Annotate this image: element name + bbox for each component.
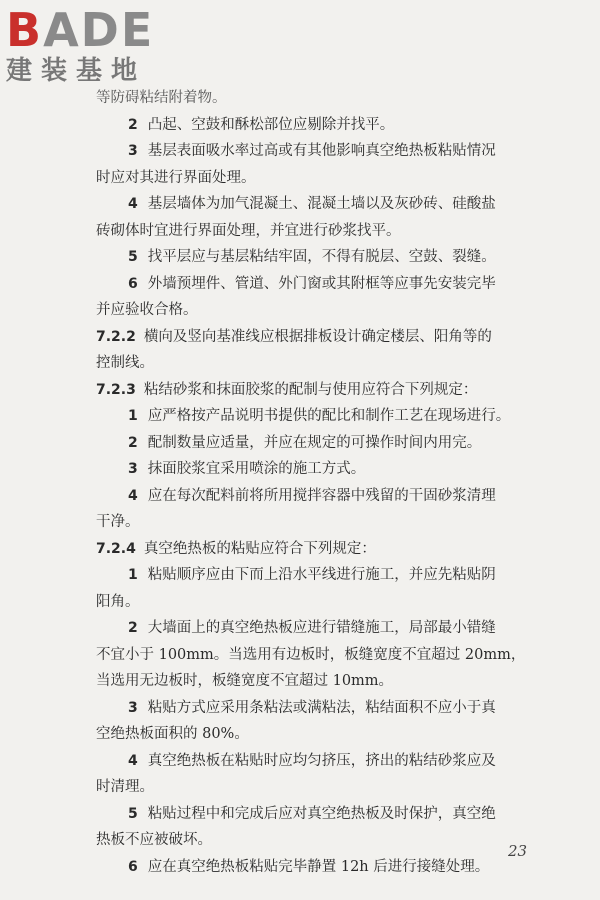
line-text: 真空绝热板在粘贴时应均匀挤压，挤出的粘结砂浆应及 [147, 752, 496, 769]
logo-rest-letters: ADE [43, 3, 155, 57]
line-text: 大墙面上的真空绝热板应进行错缝施工，局部最小错缝 [147, 620, 496, 636]
list-item-line [96, 695, 544, 722]
line-text: 应在每次配料前将所用搅拌容器中残留的干固砂浆清理 [147, 487, 496, 504]
list-item-line [96, 615, 544, 642]
line-text: 找平层应与基层粘结牢固，不得有脱层、空鼓、裂缝。 [147, 249, 496, 265]
line-text: 砖砌体时宜进行界面处理，并宜进行砂浆找平。 [96, 222, 401, 239]
continuation-line [96, 218, 544, 245]
line-text: 时应对其进行界面处理。 [96, 169, 256, 186]
list-item-line [96, 430, 544, 457]
clause-number: 7.2.4 [96, 540, 136, 557]
item-number: 5 [128, 249, 138, 265]
line-text: 粘结砂浆和抹面胶浆的配制与使用应符合下列规定： [143, 381, 478, 398]
item-number: 1 [128, 408, 138, 424]
list-item-line [96, 854, 544, 881]
line-text: 等防碍粘结附着物。 [96, 90, 227, 106]
page-number: 23 [508, 842, 528, 860]
list-item-line [96, 138, 544, 165]
clause-heading-line [96, 377, 544, 404]
item-number: 2 [128, 620, 138, 636]
line-text: 外墙预埋件、管道、外门窗或其附框等应事先安装完毕 [147, 275, 496, 292]
line-text: 基层墙体为加气混凝土、混凝土墙以及灰砂砖、硅酸盐 [147, 196, 496, 212]
item-number: 5 [128, 805, 138, 822]
item-number: 1 [128, 567, 138, 583]
continuation-line [96, 827, 544, 854]
line-text: 控制线。 [96, 355, 154, 371]
list-item-line [96, 801, 544, 828]
continuation-line [96, 774, 544, 801]
line-text: 横向及竖向基准线应根据排板设计确定楼层、阳角等的 [143, 328, 492, 345]
continuation-line [96, 721, 544, 748]
item-number: 4 [128, 752, 138, 769]
list-item-line [96, 112, 544, 139]
line-text: 配制数量应适量，并应在规定的可操作时间内用完。 [147, 434, 482, 451]
item-number: 2 [128, 116, 138, 133]
line-text: 抹面胶浆宜采用喷涂的施工方式。 [147, 461, 366, 477]
item-number: 6 [128, 275, 138, 292]
continuation-line [96, 642, 544, 669]
line-text: 真空绝热板的粘贴应符合下列规定： [143, 540, 376, 557]
brand-logo [6, 4, 176, 86]
list-item-line [96, 403, 544, 430]
line-text: 热板不应被破坏。 [96, 832, 212, 848]
item-number: 4 [128, 487, 138, 504]
item-number: 3 [128, 699, 138, 716]
line-text: 空绝热板面积的 80%。 [96, 726, 249, 742]
line-text: 应在真空绝热板粘贴完毕静置 12h 后进行接缝处理。 [147, 858, 490, 875]
list-item-line [96, 191, 544, 218]
line-text: 阳角。 [96, 593, 140, 610]
continuation-line [96, 165, 544, 192]
continuation-line [96, 350, 544, 377]
item-number: 3 [128, 461, 138, 477]
continuation-line [96, 297, 544, 324]
line-text: 应严格按产品说明书提供的配比和制作工艺在现场进行。 [147, 408, 511, 424]
line-text: 基层表面吸水率过高或有其他影响真空绝热板粘贴情况 [147, 143, 496, 159]
item-number: 2 [128, 434, 138, 451]
logo-accent-letter: B [6, 3, 44, 57]
line-text: 凸起、空鼓和酥松部位应剔除并找平。 [147, 116, 395, 133]
clause-heading-line [96, 536, 544, 563]
clause-number: 7.2.3 [96, 381, 136, 398]
line-text: 粘贴顺序应由下而上沿水平线进行施工，并应先粘贴阴 [147, 567, 496, 583]
line-text: 时清理。 [96, 779, 154, 795]
logo-wordmark [6, 4, 176, 56]
continuation-line [96, 589, 544, 616]
line-text: 当选用无边板时，板缝宽度不宜超过 10mm。 [96, 673, 394, 689]
continuation-line [96, 509, 544, 536]
clause-number: 7.2.2 [96, 328, 136, 345]
continuation-line [96, 85, 544, 112]
document-body [96, 85, 544, 880]
line-text: 并应验收合格。 [96, 302, 198, 318]
logo-tagline: 建装基地 [6, 56, 147, 86]
list-item-line [96, 244, 544, 271]
item-number: 4 [128, 196, 138, 212]
line-text: 不宜小于 100mm。当选用有边板时，板缝宽度不宜超过 20mm， [96, 646, 526, 663]
list-item-line [96, 483, 544, 510]
line-text: 粘贴过程中和完成后应对真空绝热板及时保护，真空绝 [147, 805, 496, 822]
line-text: 干净。 [96, 514, 140, 530]
line-text: 粘贴方式应采用条粘法或满粘法，粘结面积不应小于真 [147, 699, 496, 716]
item-number: 6 [128, 858, 138, 875]
list-item-line [96, 456, 544, 483]
list-item-line [96, 562, 544, 589]
item-number: 3 [128, 143, 138, 159]
list-item-line [96, 271, 544, 298]
clause-heading-line [96, 324, 544, 351]
continuation-line [96, 668, 544, 695]
list-item-line [96, 748, 544, 775]
